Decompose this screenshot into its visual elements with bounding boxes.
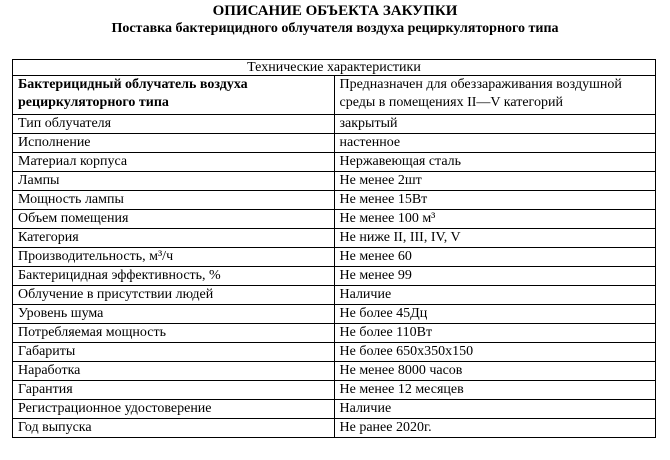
param-name: Мощность лампы [13, 191, 335, 210]
param-name: Исполнение [13, 134, 335, 153]
param-name: Объем помещения [13, 210, 335, 229]
table-row [13, 191, 656, 210]
param-name: Габариты [13, 343, 335, 362]
param-name: Производительность, м³/ч [13, 248, 335, 267]
param-value: Не менее 100 м³ [334, 210, 656, 229]
param-name: Регистрационное удостоверение [13, 400, 335, 419]
table-row [13, 267, 656, 286]
table-row [13, 362, 656, 381]
param-value: Не ниже II, III, IV, V [334, 229, 656, 248]
param-value: настенное [334, 134, 656, 153]
table-row [13, 172, 656, 191]
table-row [13, 400, 656, 419]
product-purpose-cell: Предназначен для обеззараживания воздушной среды в помещениях II—V категорий [334, 76, 656, 115]
table-row [13, 115, 656, 134]
param-name: Лампы [13, 172, 335, 191]
table-row [13, 381, 656, 400]
table-row [13, 324, 656, 343]
param-name: Бактерицидная эффективность, % [13, 267, 335, 286]
param-name: Категория [13, 229, 335, 248]
param-value: Не менее 12 месяцев [334, 381, 656, 400]
table-row [13, 153, 656, 172]
param-value: Не менее 60 [334, 248, 656, 267]
param-value: Нержавеющая сталь [334, 153, 656, 172]
param-name: Уровень шума [13, 305, 335, 324]
param-name: Тип облучателя [13, 115, 335, 134]
table-row [13, 248, 656, 267]
param-value: Не менее 2шт [334, 172, 656, 191]
table-row [13, 229, 656, 248]
param-value: Не более 45Дц [334, 305, 656, 324]
document-subtitle: Поставка бактерицидного облучателя воздуха рециркуляторного типа [111, 21, 559, 36]
table-row [13, 286, 656, 305]
param-value: Не менее 8000 часов [334, 362, 656, 381]
param-value: Не ранее 2020г. [334, 419, 656, 438]
param-value: Наличие [334, 400, 656, 419]
param-name: Гарантия [13, 381, 335, 400]
param-value: Наличие [334, 286, 656, 305]
param-value: Не более 650х350х150 [334, 343, 656, 362]
param-name: Облучение в присутствии людей [13, 286, 335, 305]
document-title: ОПИСАНИЕ ОБЪЕКТА ЗАКУПКИ [212, 3, 458, 19]
intro-row [13, 76, 656, 115]
table-row [13, 210, 656, 229]
param-name: Потребляемая мощность [13, 324, 335, 343]
table-row [13, 305, 656, 324]
param-name: Материал корпуса [13, 153, 335, 172]
param-value: Не менее 99 [334, 267, 656, 286]
table-row [13, 134, 656, 153]
param-value: Не более 110Вт [334, 324, 656, 343]
param-name: Год выпуска [13, 419, 335, 438]
table-row [13, 419, 656, 438]
specifications-table [12, 59, 656, 438]
table-row [13, 343, 656, 362]
param-value: закрытый [334, 115, 656, 134]
table-header-row [13, 60, 656, 76]
table-header: Технические характеристики [13, 60, 656, 76]
param-name: Наработка [13, 362, 335, 381]
param-value: Не менее 15Вт [334, 191, 656, 210]
product-name-cell: Бактерицидный облучатель воздуха рециркуляторного типа [13, 76, 335, 115]
